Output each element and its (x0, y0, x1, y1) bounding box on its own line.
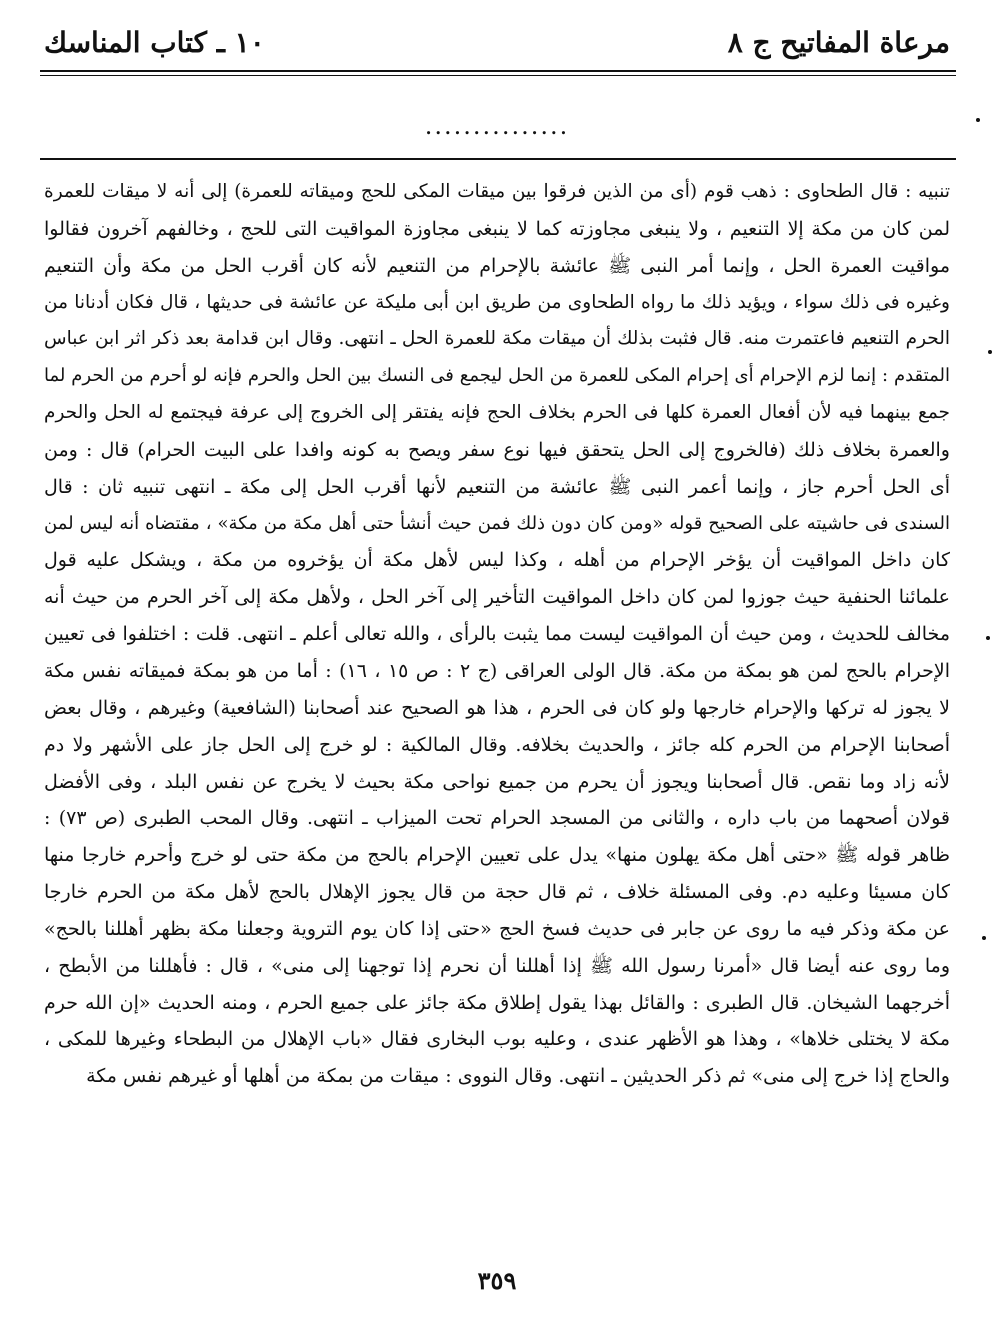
page-number: ٣٥٩ (477, 1266, 517, 1295)
text-line: لمن كان من مكة إلا التنعيم ، ولا ينبغى مجاوزته كما لا ينبغى مجاوزة المواقيت التى للحج ، وخالفهم آخرون فقالوا (44, 217, 950, 240)
text-line: المتقدم : إنما لزم الإحرام أى إحرام المكى للعمرة من الحل ليجمع فى النسك بين الحل والحرم فإنه لو أحرم من الحرم لما (44, 365, 950, 387)
running-title: مرعاة المفاتيح ج ٨ (727, 26, 950, 59)
margin-mark (976, 118, 980, 122)
text-line: لا يجوز له تركها والإحرام خارجها ولو كان فى الحرم ، هذا هو الصحيح عند أصحابنا (الشافعية) وغيرهم ، وقال بعض (44, 696, 950, 719)
text-line: مواقيت العمرة الحل ، وإنما أمر النبى ﷺ عائشة بالإحرام من التنعيم لأنه كان أقرب الحل من مكة وأن التنعيم (44, 254, 950, 277)
text-line: والعمرة بخلاف ذلك (فالخروج إلى الحل يتحقق فيها نوع سفر ويصح به كونه وافدا على البيت الحرام) قال : ومن (44, 438, 950, 461)
text-line: لأنه زاد وما نقص. قال أصحابنا ويجوز أن يحرم من جميع نواحى مكة بحيث لا يخرج عن نفس البلد ، وفى الأفضل (44, 770, 950, 793)
text-line: ظاهر قوله ﷺ «حتى أهل مكة يهلون منها» يدل على تعيين الإحرام بالحج من مكة حتى لو خرج وأحرم خارجا منها (44, 844, 950, 867)
margin-mark (988, 350, 992, 354)
header-rule (40, 70, 956, 72)
text-line: علمائنا الحنفية حيث جوزوا لمن كان داخل المواقيت التأخير إلى آخر الحل ، ولأهل مكة إلى آخر الحرم من حيث أنه (44, 586, 950, 609)
text-line: مخالف للحديث ، ومن حيث أن المواقيت ليست مما يثبت بالرأى ، والله تعالى أعلم ـ انتهى. قلت : اختلفوا فى تعيين (44, 623, 950, 646)
page-header (44, 22, 950, 68)
text-line: وغيره فى ذلك سواء ، ويؤيد ذلك ما رواه الطحاوى من طريق ابن أبى مليكة عن عائشة فى حديثها ، قال فكان أدنانا من (44, 291, 950, 313)
body-rule (40, 158, 956, 160)
text-line: أى الحل أحرم جاز ، وإنما أعمر النبى ﷺ عائشة من التنعيم لأنها أقرب الحل إلى مكة ـ انتهى تنبيه ثان : قال (44, 475, 950, 498)
text-line: جمع بينهما فيه لأن أفعال العمرة كلها فى الحرم بخلاف الحج فإنه يفتقر إلى الخروج إلى عرفة فيجتمع له الحل والحرم (44, 402, 950, 424)
text-line: الحرم التنعيم فاعتمرت منه. قال فثبت بذلك أن ميقات مكة للعمرة الحل ـ انتهى. وقال ابن قدامة بعد ذكر اثر ابن عباس (44, 328, 950, 350)
body-text (44, 174, 950, 1095)
text-line: وما روى عنه أيضا قال «أمرنا رسول الله ﷺ إذا أهللنا أن نحرم إذا توجهنا إلى منى» ، قال : فأهللنا من الأبطح ، (44, 954, 950, 977)
chapter-title: ١٠ ـ كتاب المناسك (44, 26, 265, 59)
text-line: الإحرام بالحج لمن هو بمكة من مكة. قال الولى العراقى (ج ٢ : ص ١٥ ، ١٦) : أما من هو بمكة فميقاته نفس مكة (44, 659, 950, 682)
text-line: كان مسيئا وعليه دم. وفى المسئلة خلاف ، ثم قال حجة من قال يجوز الإهلال بالحج لأهل مكة من الحرم خارجا (44, 881, 950, 904)
text-line: السندى فى حاشيته على الصحيح قوله «ومن كان دون ذلك فمن حيث أنشأ حتى أهل مكة من مكة» ، مقتضاه أنه ليس لمن (44, 512, 950, 534)
section-separator: ............... (424, 112, 570, 140)
text-line: أصحابنا الإحرام من الحرم كله جائز ، والحديث بخلافه. وقال المالكية : لو خرج إلى الحل جاز على الأشهر ولا دم (44, 733, 950, 756)
margin-mark (982, 936, 986, 940)
text-line: كان داخل المواقيت أن يؤخر الإحرام من أهله ، وكذا ليس لأهل مكة أن يؤخروه من مكة ، ويشكل عليه قول (44, 549, 950, 572)
text-line: أخرجهما الشيخان. قال الطبرى : والقائل بهذا يقول إطلاق مكة جائز على جميع الحرم ، ومنه الحديث «إن الله حرم (44, 991, 950, 1014)
text-line: عن مكة وذكر فيه ما روى عن جابر فى حديث فسخ الحج «حتى إذا كان يوم التروية وجعلنا مكة بظهر أهللنا بالحج» (44, 917, 950, 940)
text-line: قولان أصحهما من باب داره ، والثانى من المسجد الحرام تحت الميزاب ـ انتهى. وقال المحب الطبرى (ص ٧٣) : (44, 807, 950, 830)
text-line: والحاج إذا خرج إلى منى» ثم ذكر الحديثين ـ انتهى. وقال النووى : ميقات من بمكة من أهلها أو غيرهم نفس مكة (86, 1065, 950, 1088)
margin-mark (986, 636, 990, 640)
text-line: تنبيه : قال الطحاوى : ذهب قوم (أى من الذين فرقوا بين ميقات المكى للحج وميقاته للعمرة) إلى أنه لا ميقات للعمرة (44, 181, 950, 202)
text-line: مكة لا يختلى خلاها» ، وهذا هو الأظهر عندى ، وعليه بوب البخارى فقال «باب الإهلال من البطحاء وغيرها للمكى ، (44, 1028, 950, 1051)
header-rule-thin (40, 75, 956, 76)
